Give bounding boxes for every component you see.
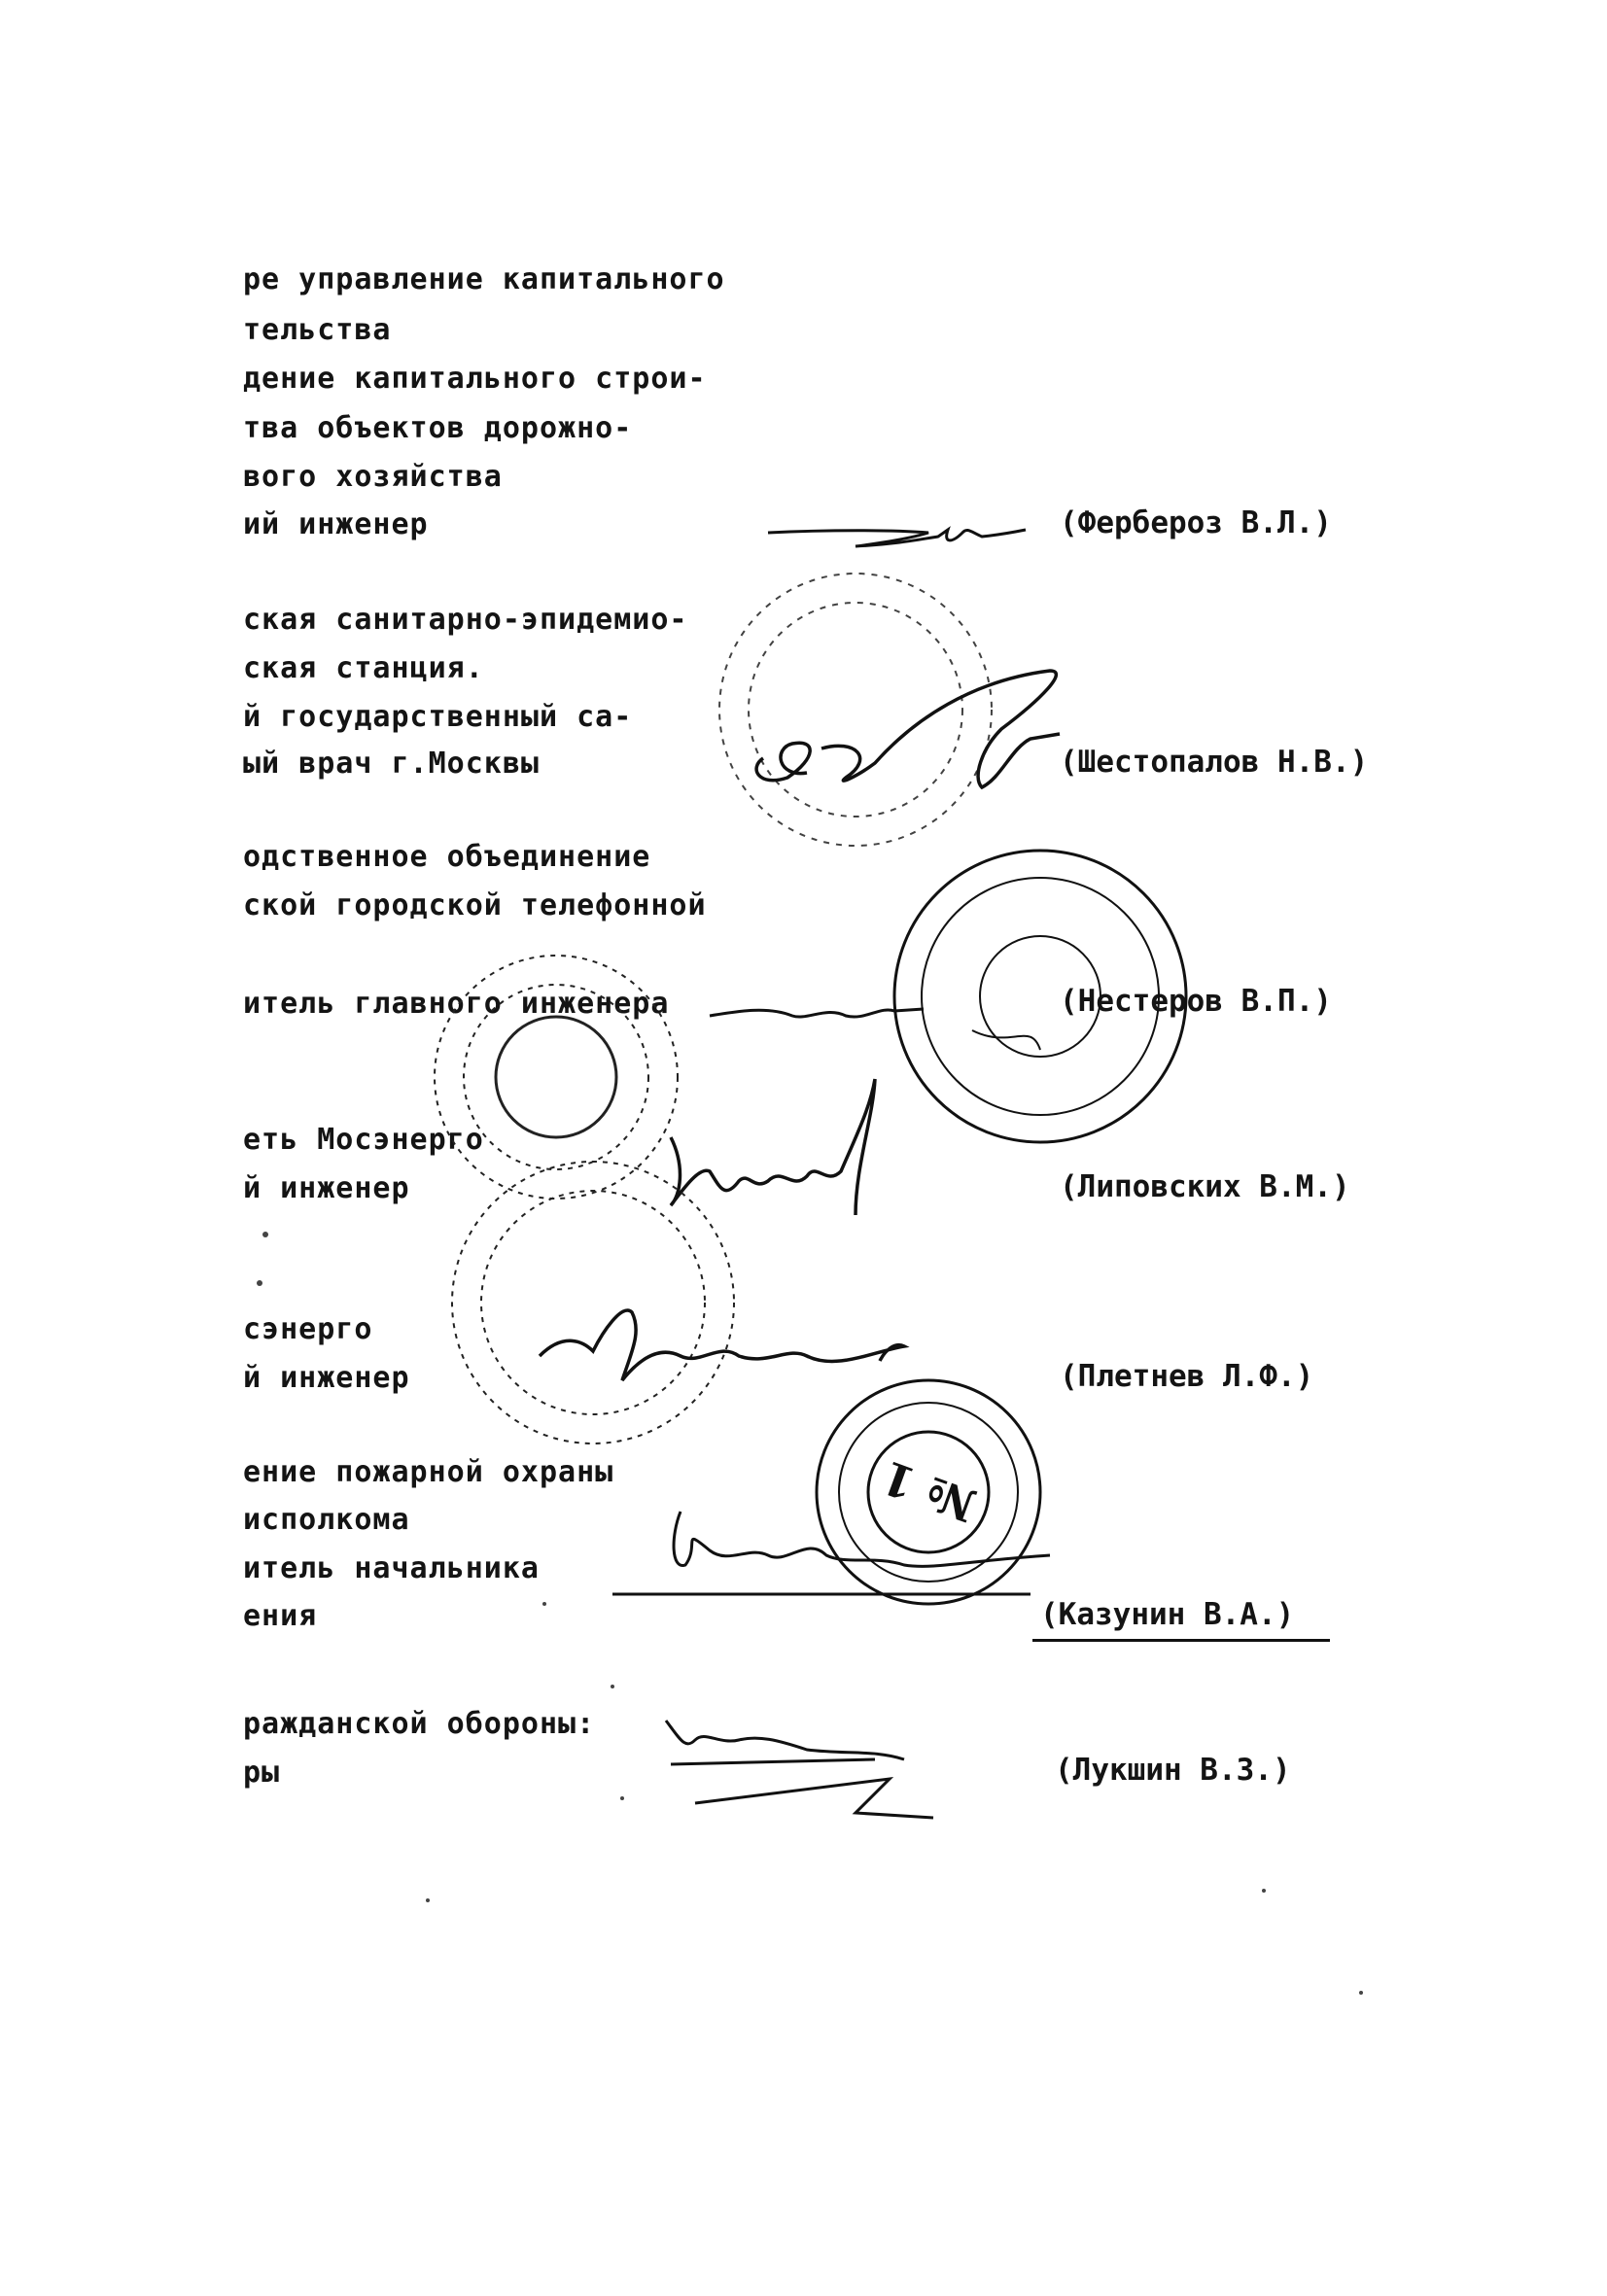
signature-5 bbox=[540, 1310, 904, 1380]
position-line: ры bbox=[243, 1756, 281, 1790]
position-line: ий инженер bbox=[243, 507, 429, 541]
signature-4 bbox=[671, 1079, 875, 1215]
org-line: вого хозяйства bbox=[243, 460, 503, 494]
stamp-mosenergo bbox=[452, 1162, 734, 1444]
position-line: ения bbox=[243, 1599, 318, 1633]
org-line: ская санитарно-эпидемио- bbox=[243, 603, 688, 637]
org-line: тва объектов дорожно- bbox=[243, 411, 633, 445]
stamp-sanitary bbox=[719, 574, 992, 846]
org-line: ение пожарной охраны bbox=[243, 1455, 614, 1489]
org-line: ражданской обороны: bbox=[243, 1707, 596, 1741]
org-line: тельства bbox=[243, 313, 392, 347]
org-line: ской городской телефонной bbox=[243, 888, 707, 922]
org-line: еть Мосэнерго bbox=[243, 1123, 484, 1157]
signatory-name: (Шестопалов Н.В.) bbox=[1060, 745, 1369, 780]
stamp-number: № 1 bbox=[875, 1449, 983, 1533]
org-line: сэнерго bbox=[243, 1312, 373, 1346]
org-line: дение капитального строи- bbox=[243, 362, 707, 396]
position-line: итель главного инженера bbox=[243, 987, 670, 1021]
signature-2 bbox=[756, 671, 1060, 787]
signature-3 bbox=[710, 1009, 924, 1017]
stamp-telephone-network bbox=[435, 956, 678, 1199]
org-line: ская станция. bbox=[243, 651, 484, 685]
position-line: й инженер bbox=[243, 1171, 410, 1205]
signatory-name: (Казунин В.А.) bbox=[1040, 1597, 1295, 1632]
signatory-name: (Нестеров В.П.) bbox=[1060, 984, 1332, 1019]
stamp-ministry bbox=[894, 851, 1186, 1142]
position-line: итель начальника bbox=[243, 1551, 540, 1585]
signatory-name: (Липовских В.М.) bbox=[1060, 1169, 1350, 1204]
signature-7 bbox=[666, 1721, 933, 1818]
position-line: й государственный са- bbox=[243, 700, 633, 734]
signatory-name: (Плетнев Л.Ф.) bbox=[1060, 1359, 1314, 1394]
signature-1 bbox=[768, 530, 1026, 546]
org-line: ре управление капитального bbox=[243, 262, 725, 296]
org-line: одственное объединение bbox=[243, 840, 651, 874]
scan-speckles bbox=[257, 1232, 1363, 1995]
signatory-name: (Фербероз В.Л.) bbox=[1060, 505, 1332, 540]
signature-6 bbox=[612, 1512, 1050, 1594]
position-line: ый врач г.Москвы bbox=[243, 747, 540, 781]
signatory-name: (Лукшин В.З.) bbox=[1055, 1753, 1291, 1788]
org-line: исполкома bbox=[243, 1503, 410, 1537]
position-line: й инженер bbox=[243, 1361, 410, 1395]
